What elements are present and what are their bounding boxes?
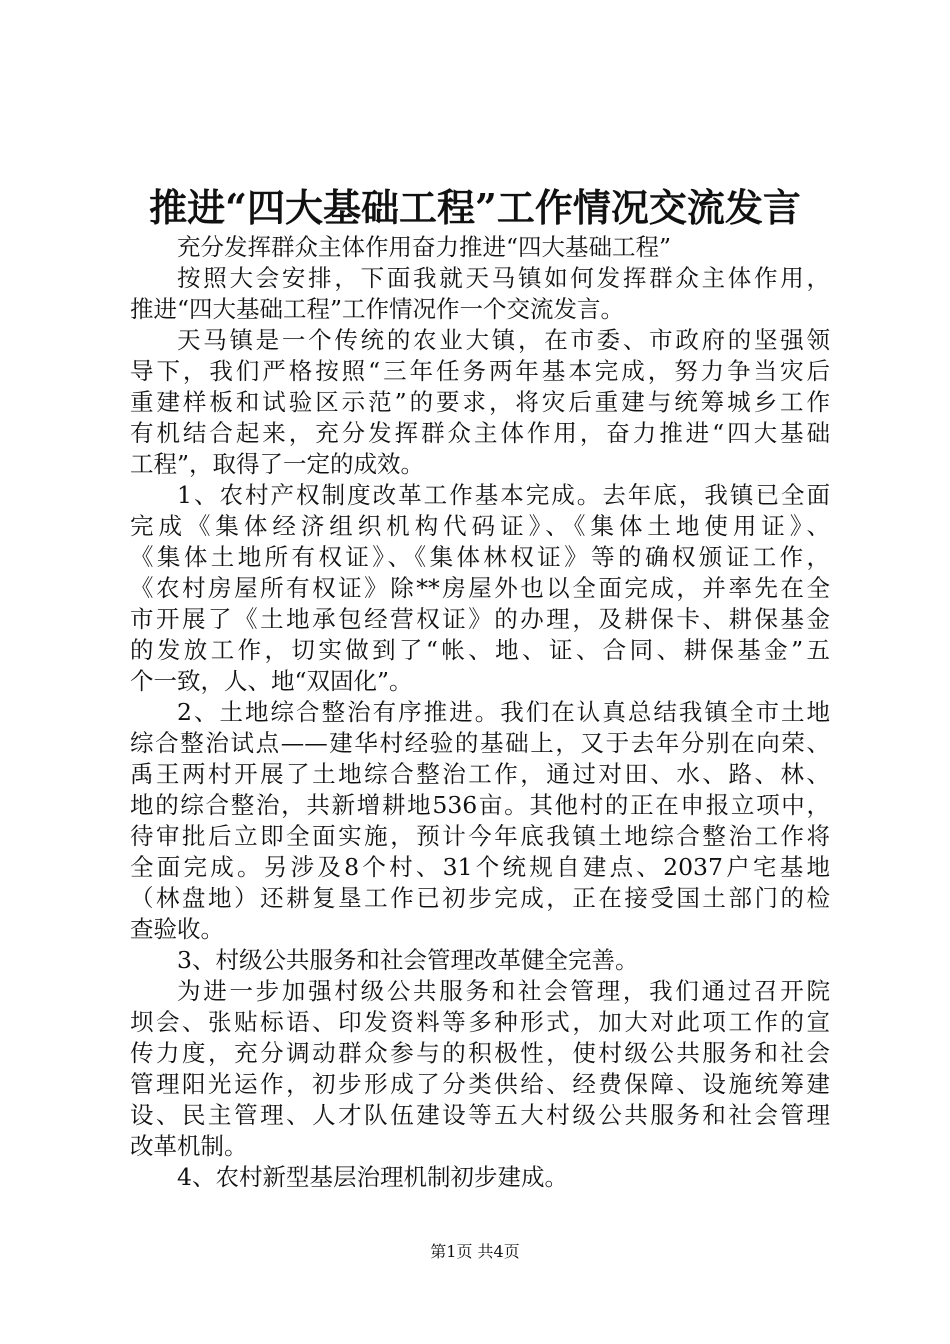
document-body — [130, 232, 830, 1193]
paragraph-line: 地的综合整治，共新增耕地536亩。其他村的正在申报立项中， — [130, 791, 830, 819]
subtitle-line: 充分发挥群众主体作用奋力推进“四大基础工程” — [177, 233, 672, 261]
paragraph-line: 综合整治试点——建华村经验的基础上，又于去年分别在向荣、 — [130, 729, 830, 757]
paragraph-line: 改革机制。 — [130, 1132, 248, 1160]
paragraph-line: 1、农村产权制度改革工作基本完成。去年底，我镇已全面 — [177, 481, 830, 509]
paragraph-line: 查验收。 — [130, 915, 224, 943]
section-heading-line: 4、农村新型基层治理机制初步建成。 — [177, 1163, 568, 1191]
paragraph-line: 2、土地综合整治有序推进。我们在认真总结我镇全市土地 — [177, 698, 830, 726]
paragraph-line: 为进一步加强村级公共服务和社会管理，我们通过召开院 — [177, 977, 830, 1005]
paragraph-line: 个一致，人、地“双固化”。 — [130, 667, 413, 695]
paragraph-line: 管理阳光运作，初步形成了分类供给、经费保障、设施统筹建 — [130, 1070, 830, 1098]
paragraph-line: 《集体土地所有权证》、《集体林权证》等的确权颁证工作， — [130, 543, 830, 571]
paragraph-line: 全面完成。另涉及8个村、31个统规自建点、2037户宅基地 — [130, 853, 830, 881]
paragraph-line: 天马镇是一个传统的农业大镇，在市委、市政府的坚强领 — [177, 326, 830, 354]
paragraph-line: 《农村房屋所有权证》除**房屋外也以全面完成，并率先在全 — [130, 574, 830, 602]
paragraph-line: 导下，我们严格按照“三年任务两年基本完成，努力争当灾后 — [130, 357, 830, 385]
section-heading-line: 3、村级公共服务和社会管理改革健全完善。 — [177, 946, 639, 974]
paragraph-line: 传力度，充分调动群众参与的积极性，使村级公共服务和社会 — [130, 1039, 830, 1067]
paragraph-line: 待审批后立即全面实施，预计今年底我镇土地综合整治工作将 — [130, 822, 830, 850]
paragraph-line: 按照大会安排，下面我就天马镇如何发挥群众主体作用， — [177, 264, 830, 292]
paragraph-line: （林盘地）还耕复垦工作已初步完成，正在接受国土部门的检 — [130, 884, 830, 912]
paragraph-line: 工程”，取得了一定的成效。 — [130, 450, 425, 478]
paragraph-line: 完成《集体经济组织机构代码证》、《集体土地使用证》、 — [130, 512, 830, 540]
document-title: 推进“四大基础工程”工作情况交流发言 — [149, 185, 801, 230]
paragraph-line: 禹王两村开展了土地综合整治工作，通过对田、水、路、林、 — [130, 760, 830, 788]
paragraph-line: 市开展了《土地承包经营权证》的办理，及耕保卡、耕保基金 — [130, 605, 830, 633]
paragraph-line: 重建样板和试验区示范”的要求，将灾后重建与统筹城乡工作 — [130, 388, 830, 416]
paragraph-line: 设、民主管理、人才队伍建设等五大村级公共服务和社会管理 — [130, 1101, 830, 1129]
paragraph-line: 推进“四大基础工程”工作情况作一个交流发言。 — [130, 295, 625, 323]
paragraph-line: 的发放工作，切实做到了“帐、地、证、合同、耕保基金”五 — [130, 636, 830, 664]
paragraph-line: 坝会、张贴标语、印发资料等多种形式，加大对此项工作的宣 — [130, 1008, 830, 1036]
page-number-footer: 第1页 共4页 — [430, 1242, 520, 1261]
paragraph-line: 有机结合起来，充分发挥群众主体作用，奋力推进“四大基础 — [130, 419, 830, 447]
